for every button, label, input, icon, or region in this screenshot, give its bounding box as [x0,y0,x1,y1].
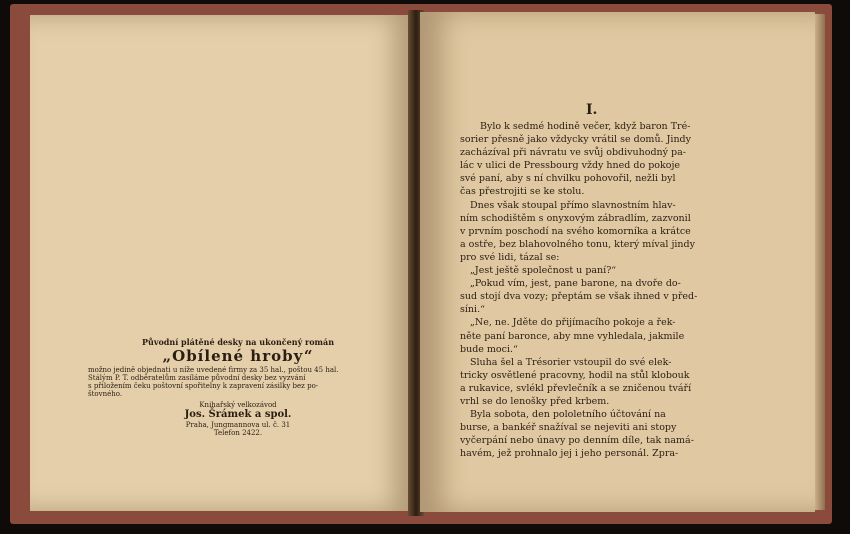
text-line: vrhl se do lenošky před krbem. [460,395,610,407]
page-edges [815,14,825,510]
text-line: své paní, aby s ní chvilku pohovořil, nežli byl [460,173,676,185]
ad-body-line: s přiložením čeku poštovní spořitelny k zapravení zásilky bez po- [88,382,319,390]
chapter-heading: I. [586,102,598,118]
advertisement [88,338,388,437]
ad-body-line: štovného. [88,390,123,398]
text-line: sorier přesně jako vždycky vrátil se domů. Jindy [460,134,692,146]
text-line: v prvním poschodí na svého komorníka a krátce [460,225,691,237]
ad-address: Praha, Jungmannova ul. č. 31 [185,421,291,429]
text-line: „Jest ještě společnost u paní?“ [470,265,617,277]
text-line: sud stojí dva vozy; přeptám se však ihned v před- [460,291,698,303]
text-line: „Pokud vím, jest, pane barone, na dvoře do- [470,278,681,290]
text-line: Bylo k sedmé hodině večer, když baron Tré- [480,121,691,132]
text-line: burse, a bankéř snažíval se nejeviti ani stopy [460,422,677,434]
text-line: zacházíval při návratu ve svůj obdivuhodný pa- [460,147,687,159]
text-line: síni.“ [460,304,485,316]
text-line: pro své lidi, tázal se: [460,251,560,263]
text-line: „Ne, ne. Jděte do přijímacího pokoje a řek- [470,317,676,329]
ad-publisher-label: Knihařský velkozávod [199,401,277,409]
text-line: vyčerpání nebo únavy po denním díle, tak namá- [460,435,694,447]
text-line: ním schodištěm s onyxovým zábradlím, zazvonil [460,212,691,224]
body-text [460,120,730,460]
ad-firm: Jos. Šrámek a spol. [184,409,292,420]
ad-phone: Telefon 2422. [213,429,263,437]
text-line: lác v ulici de Pressbourg vždy hned do pokoje [460,160,681,172]
text-line: a ostře, bez blahovolného tonu, který míval jindy [460,238,695,250]
ad-lead: Původní plátěné desky na ukončený román [141,337,335,347]
text-line: Dnes však stoupal přímo slavnostním hlav- [470,199,676,211]
text-line: bude moci.“ [460,343,518,355]
left-page [30,15,412,511]
text-line: havém, jež prohnalo jej i jeho personál. Zpra- [460,448,679,460]
ad-title: „Obílené hroby“ [162,347,314,365]
text-line: Byla sobota, den pololetního účtování na [470,409,666,421]
text-line: tricky osvětlené pracovny, hodil na stůl klobouk [460,369,690,381]
text-line: Sluha šel a Trésorier vstoupil do své elek- [470,356,672,368]
text-line: a rukavice, svlékl převlečník a se zničenou tváří [460,382,692,394]
ad-body-line: Stálým P. T. odběratelům zasíláme původní desky bez vyzvání [88,374,306,382]
text-line: něte paní baronce, aby mne vyhledala, jakmile [460,330,685,342]
ad-body-line: možno jedině objednati u níže uvedené firmy za 35 hal., poštou 45 hal. [88,366,339,374]
text-line: čas přestrojiti se ke stolu. [460,186,585,198]
